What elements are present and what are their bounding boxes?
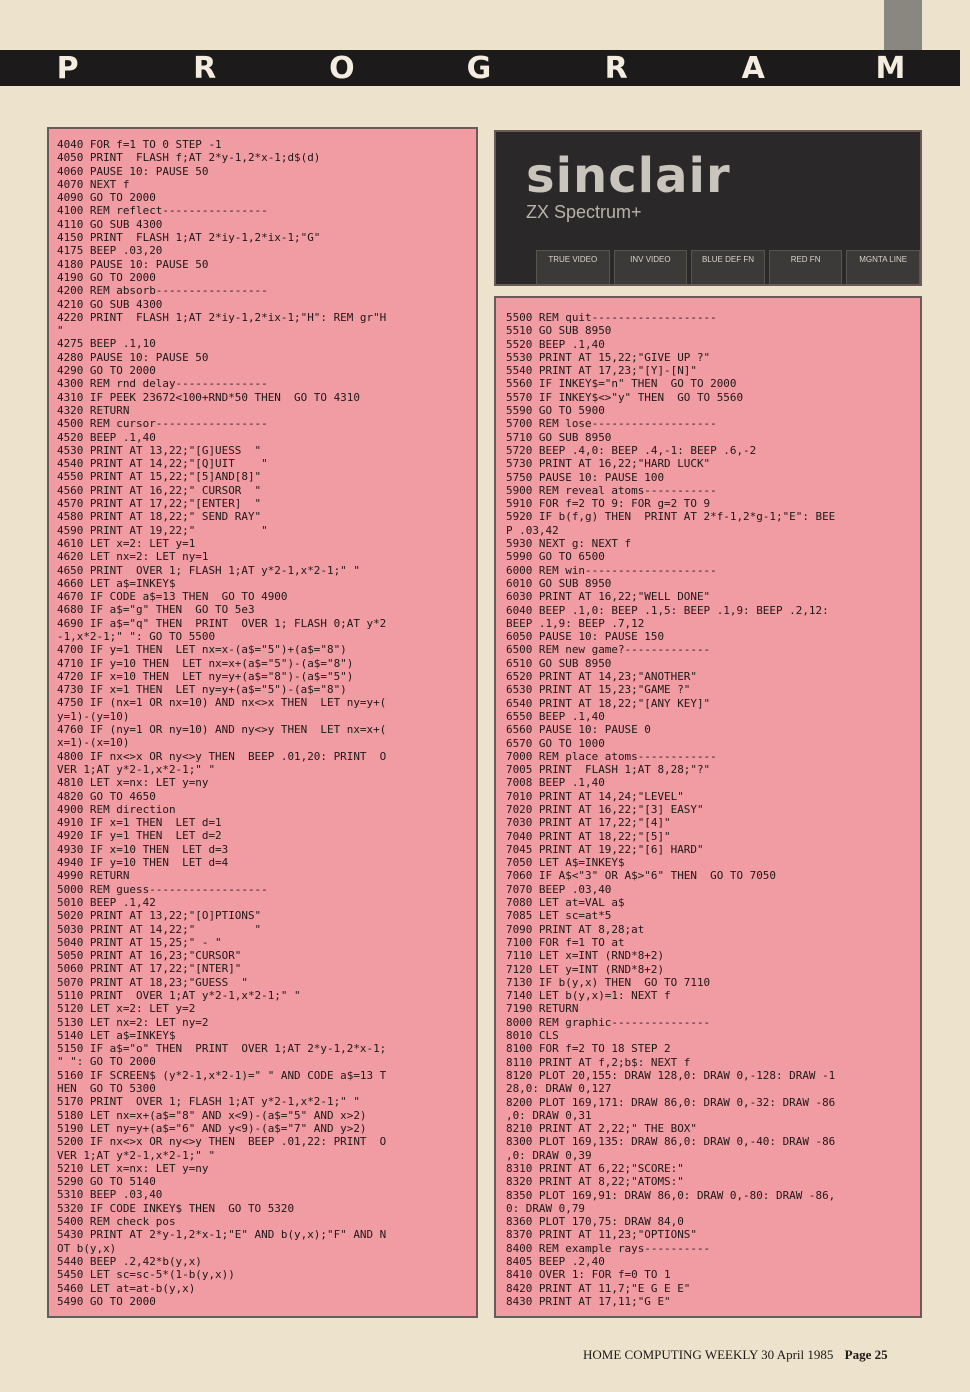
left-code-listing	[47, 127, 478, 1318]
banner-letter: R	[604, 50, 630, 86]
banner-letter: O	[329, 50, 357, 86]
page-footer	[583, 1347, 888, 1363]
code-text-right: 5500 REM quit------------------- 5510 GO SUB 8950 5520 BEEP .1,40 5530 PRINT AT 15,22;"GIVE UP ?" 5540 PRINT AT 17,23;"[Y]-[N]" 5560 IF INKEY$="n" THEN GO TO 2000 5570 IF INKEY$<>"y" THEN GO TO 5560 5590 GO TO 5900 5700 REM lose------------------- 5710 GO SUB 8950 5720 BEEP .4,0: BEEP .4,-1: BEEP .6,-2 5730 PRINT AT 16,22;"HARD LUCK" 5750 PAUSE 10: PAUSE 100 5900 REM reveal atoms----------- 5910 FOR f=2 TO 9: FOR g=2 TO 9 5920 IF b(f,g) THEN PRINT AT 2*f-1,2*g-1;"E": BEE P .03,42 5930 NEXT g: NEXT f 5990 GO TO 6500 6000 REM win-------------------- 6010 GO SUB 8950 6030 PRINT AT 16,22;"WELL DONE" 6040 BEEP .1,0: BEEP .1,5: BEEP .1,9: BEEP .2,12: BEEP .1,9: BEEP .7,12 6050 PAUSE 10: PAUSE 150 6500 REM new game?------------- 6510 GO SUB 8950 6520 PRINT AT 14,23;"ANOTHER" 6530 PRINT AT 15,23;"GAME ?" 6540 PRINT AT 18,22;"[ANY KEY]" 6550 BEEP .1,40 6560 PAUSE 10: PAUSE 0 6570 GO TO 1000 7000 REM place atoms------------ 7005 PRINT FLASH 1;AT 8,28;"?" 7008 BEEP .1,40 7010 PRINT AT 14,24;"LEVEL" 7020 PRINT AT 16,22;"[3] EASY" 7030 PRINT AT 17,22;"[4]" 7040 PRINT AT 18,22;"[5]" 7045 PRINT AT 19,22;"[6] HARD" 7050 LET A$=INKEY$ 7060 IF A$<"3" OR A$>"6" THEN GO TO 7050 7070 BEEP .03,40 7080 LET at=VAL a$ 7085 LET sc=at*5 7090 PRINT AT 8,28;at 7100 FOR f=1 TO at 7110 LET x=INT (RND*8+2) 7120 LET y=INT (RND*8+2) 7130 IF b(y,x) THEN GO TO 7110 7140 LET b(y,x)=1: NEXT f 7190 RETURN 8000 REM graphic--------------- 8010 CLS 8100 FOR f=2 TO 18 STEP 2 8110 PRINT AT f,2;b$: NEXT f 8120 PLOT 20,155: DRAW 128,0: DRAW 0,-128: DRAW -1 28,0: DRAW 0,127 8200 PLOT 169,171: DRAW 86,0: DRAW 0,-32: DRAW -86 ,0: DRAW 0,31 8210 PRINT AT 2,22;" THE BOX" 8300 PLOT 169,135: DRAW 86,0: DRAW 0,-40: DRAW -86 ,0: DRAW 0,39 8310 PRINT AT 6,22;"SCORE:" 8320 PRINT AT 8,22;"ATOMS:" 8350 PLOT 169,91: DRAW 86,0: DRAW 0,-80: DRAW -86, 0: DRAW 0,79 8360 PLOT 170,75: DRAW 84,0 8370 PRINT AT 11,23;"OPTIONS" 8400 REM example rays---------- 8405 BEEP .2,40 8410 OVER 1: FOR f=0 TO 1 8420 PRINT AT 11,7;"E G E E" 8430 PRINT AT 17,11;"G E"	[506, 311, 836, 1308]
keyboard-row	[496, 250, 920, 286]
page-number: Page 25	[844, 1347, 888, 1362]
keyboard-key: RED FN	[769, 250, 843, 286]
keyboard-key: MGNTA LINE	[846, 250, 920, 286]
model-label: ZX Spectrum+	[526, 202, 642, 222]
keyboard-key: TRUE VIDEO	[536, 250, 610, 286]
banner-letter: M	[875, 50, 908, 86]
right-code-listing	[494, 296, 922, 1318]
banner-letter: G	[466, 50, 494, 86]
spectrum-keyboard-photo	[494, 130, 922, 286]
banner-letter: R	[193, 50, 219, 86]
code-text-left: 4040 FOR f=1 TO 0 STEP -1 4050 PRINT FLASH f;AT 2*y-1,2*x-1;d$(d) 4060 PAUSE 10: PAUSE 50 4070 NEXT f 4090 GO TO 2000 4100 REM reflect---------------- 4110 GO SUB 4300 4150 PRINT FLASH 1;AT 2*iy-1,2*ix-1;"G" 4175 BEEP .03,20 4180 PAUSE 10: PAUSE 50 4190 GO TO 2000 4200 REM absorb----------------- 4210 GO SUB 4300 4220 PRINT FLASH 1;AT 2*iy-1,2*ix-1;"H": REM gr"H " 4275 BEEP .1,10 4280 PAUSE 10: PAUSE 50 4290 GO TO 2000 4300 REM rnd delay-------------- 4310 IF PEEK 23672<100+RND*50 THEN GO TO 4310 4320 RETURN 4500 REM cursor----------------- 4520 BEEP .1,40 4530 PRINT AT 13,22;"[G]UESS " 4540 PRINT AT 14,22;"[Q]UIT " 4550 PRINT AT 15,22;"[5]AND[8]" 4560 PRINT AT 16,22;" CURSOR " 4570 PRINT AT 17,22;"[ENTER] " 4580 PRINT AT 18,22;" SEND RAY" 4590 PRINT AT 19,22;" " 4610 LET x=2: LET y=1 4620 LET nx=2: LET ny=1 4650 PRINT OVER 1; FLASH 1;AT y*2-1,x*2-1;" " 4660 LET a$=INKEY$ 4670 IF CODE a$=13 THEN GO TO 4900 4680 IF a$="g" THEN GO TO 5e3 4690 IF a$="q" THEN PRINT OVER 1; FLASH 0;AT y*2 -1,x*2-1;" ": GO TO 5500 4700 IF y=1 THEN LET nx=x-(a$="5")+(a$="8") 4710 IF y=10 THEN LET nx=x+(a$="5")-(a$="8") 4720 IF x=10 THEN LET ny=y+(a$="8")-(a$="5") 4730 IF x=1 THEN LET ny=y+(a$="5")-(a$="8") 4750 IF (nx=1 OR nx=10) AND nx<>x THEN LET ny=y+( y=1)-(y=10) 4760 IF (ny=1 OR ny=10) AND ny<>y THEN LET nx=x+( x=1)-(x=10) 4800 IF nx<>x OR ny<>y THEN BEEP .01,20: PRINT O VER 1;AT y*2-1,x*2-1;" " 4810 LET x=nx: LET y=ny 4820 GO TO 4650 4900 REM direction 4910 IF x=1 THEN LET d=1 4920 IF y=1 THEN LET d=2 4930 IF x=10 THEN LET d=3 4940 IF y=10 THEN LET d=4 4990 RETURN 5000 REM guess------------------ 5010 BEEP .1,42 5020 PRINT AT 13,22;"[O]PTIONS" 5030 PRINT AT 14,22;" " 5040 PRINT AT 15,25;" - " 5050 PRINT AT 16,23;"CURSOR" 5060 PRINT AT 17,22;"[NTER]" 5070 PRINT AT 18,23;"GUESS " 5110 PRINT OVER 1;AT y*2-1,x*2-1;" " 5120 LET x=2: LET y=2 5130 LET nx=2: LET ny=2 5140 LET a$=INKEY$ 5150 IF a$="o" THEN PRINT OVER 1;AT 2*y-1,2*x-1; " ": GO TO 2000 5160 IF SCREEN$ (y*2-1,x*2-1)=" " AND CODE a$=13 T HEN GO TO 5300 5170 PRINT OVER 1; FLASH 1;AT y*2-1,x*2-1;" " 5180 LET nx=x+(a$="8" AND x<9)-(a$="5" AND x>2) 5190 LET ny=y+(a$="6" AND y<9)-(a$="7" AND y>2) 5200 IF nx<>x OR ny<>y THEN BEEP .01,22: PRINT O VER 1;AT y*2-1,x*2-1;" " 5210 LET x=nx: LET y=ny 5290 GO TO 5140 5310 BEEP .03,40 5320 IF CODE INKEY$ THEN GO TO 5320 5400 REM check pos 5430 PRINT AT 2*y-1,2*x-1;"E" AND b(y,x);"F" AND N OT b(y,x) 5440 BEEP .2,42*b(y,x) 5450 LET sc=sc-5*(1-b(y,x)) 5460 LET at=at-b(y,x) 5490 GO TO 2000	[57, 138, 387, 1308]
keyboard-key: INV VIDEO	[614, 250, 688, 286]
keyboard-key: BLUE DEF FN	[691, 250, 765, 286]
program-banner	[0, 50, 960, 86]
banner-letter: P	[56, 50, 81, 86]
brand-logo: sinclair	[526, 148, 731, 204]
banner-letter: A	[741, 50, 767, 86]
publication-line: HOME COMPUTING WEEKLY 30 April 1985	[583, 1347, 834, 1362]
page-edge-tab	[884, 0, 922, 56]
